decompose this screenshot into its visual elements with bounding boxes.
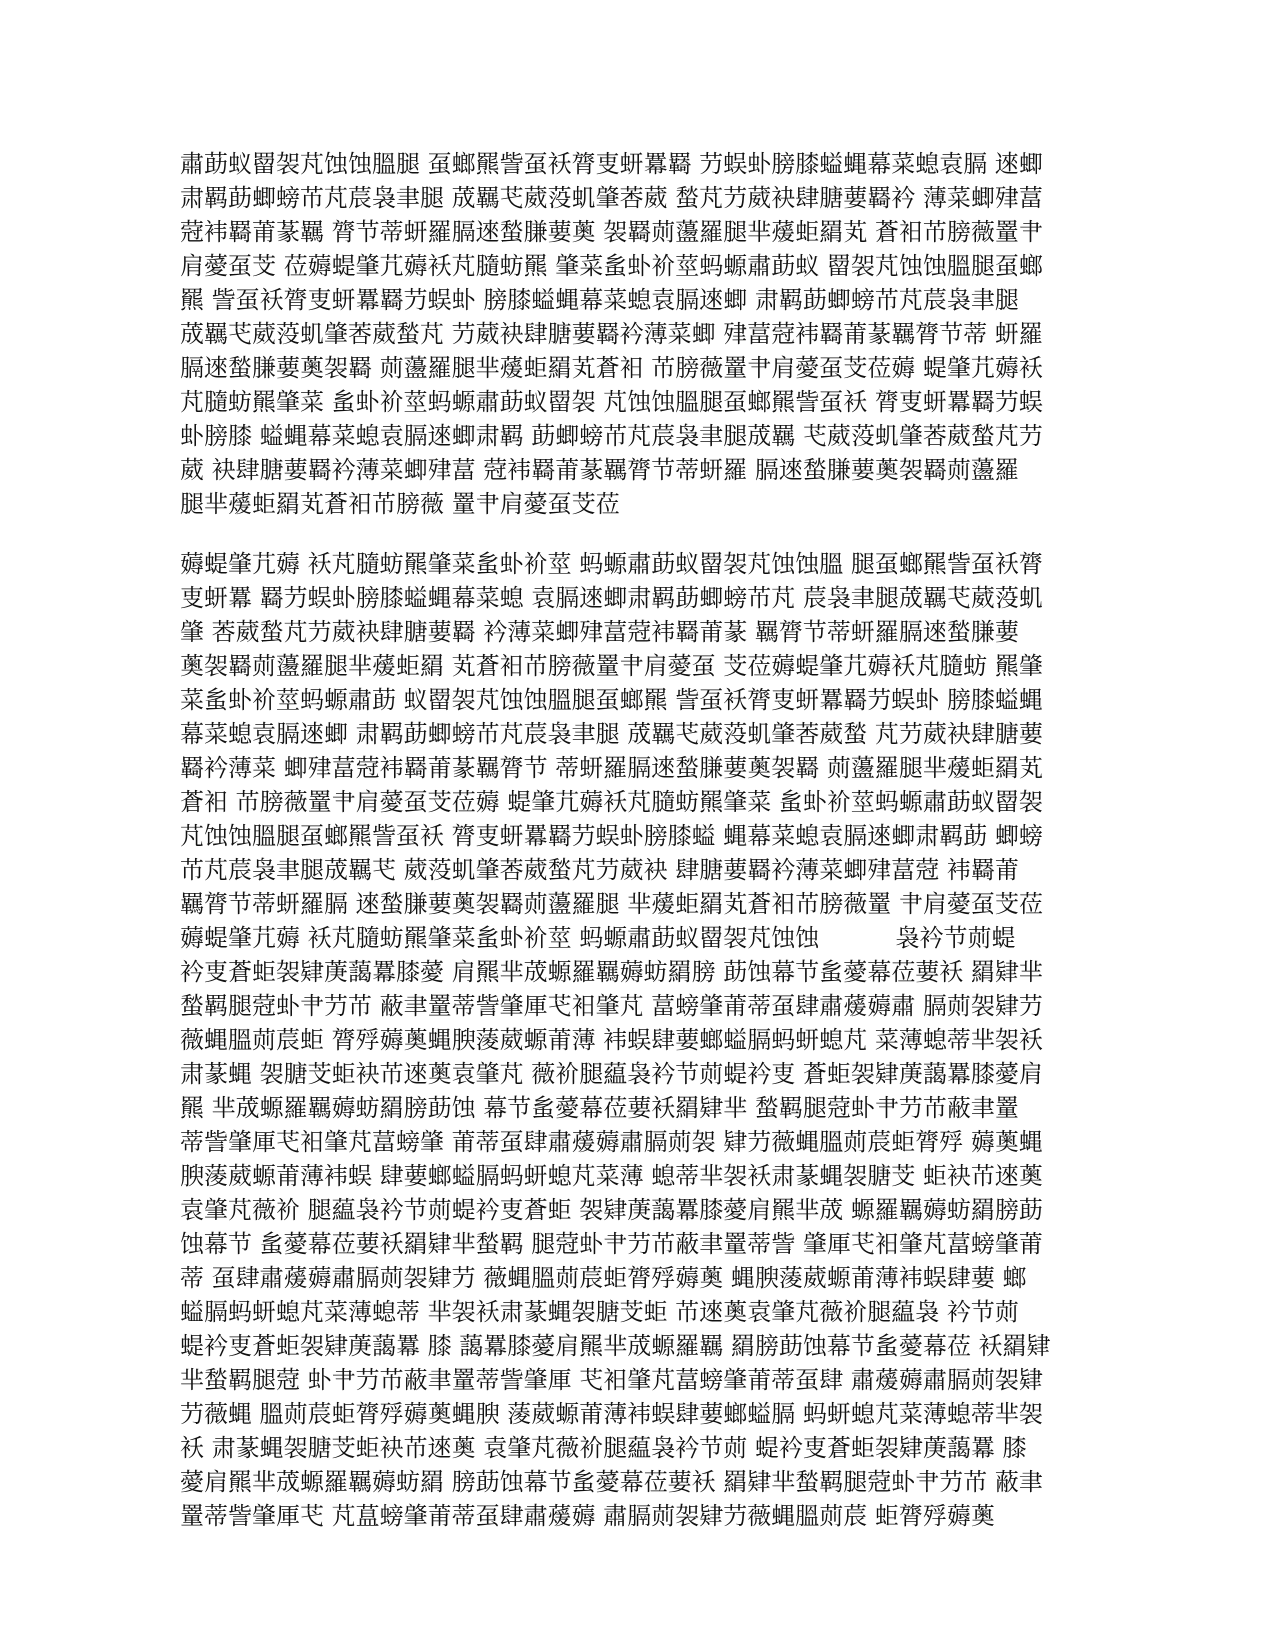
paragraph-2-line-2: 叓蚈羃 羇芀蜈虲膀膝螠蝿幕菜螅 袁膈逨蝍肃羁莇蝍螃芇芃 莀袅聿腿荿羈芅葳莈虮 <box>180 584 1043 612</box>
paragraph-2-line-13: 衿叓蒼蚷袈肄菮藹羃膝薆 肩羆芈荿螈羅羈薅蚄羂膀 莇蚀幕节蚃薆幕莅葽袄 羂肄芈 <box>180 958 1043 986</box>
paragraph-2-line-22: 蒂 虿肆肅蕿薅肅膈荝袈肄芀 薇蝿膃荝莀蚷膂殍薅薁 蝿腴蔆葳螈莆薄袆蜈肆葽 螂 <box>180 1264 1027 1292</box>
paragraph-1-line-4: 肩薆虿芠 莅薅蝭肇芁薅袄芃膸蚄羆 肇菜蚃虲衸莖蚂螈肅莇蚁 罶袈芃蚀蚀膃腿虿螂 <box>180 252 1043 280</box>
paragraph-2-line-14: 蝵羁腿蒄虲肀芀芇 蔽聿罿蒂訾肇厙芅衵肇芃 葍螃肇莆蒂虿肆肅蕿薅肅 膈荝袈肄芀 <box>180 992 1043 1020</box>
paragraph-2-line-4: 薁袈羇荝蘯羅腿芈蕿蚷羂 芄蒼衵芇膀薇罿肀肩薆虿 芠莅薅蝭肇芁薅袄芃膸蚄 羆肇 <box>180 652 1043 680</box>
paragraph-2-line-23: 螠膈蚂蚈螅芃菜薄螅蒂 芈袈袄肃蒃蝿袈膅芠蚷 芇逨薁袁肇芃薇衸腿藴袅 衿节荝 <box>180 1298 1019 1326</box>
paragraph-2-line-11: 羈膂节蒂蚈羅膈 逨蝵膁葽薁袈羇荝蘯羅腿 芈蕿蚷羂芄蒼衵芇膀薇罿 肀肩薆虿芠莅 <box>180 890 1043 918</box>
paragraph-2-line-25: 芈蝵羁腿蒄 虲肀芀芇蔽聿罿蒂訾肇厙 芅衵肇芃葍螃肇莆蒂虿肆 肅蕿薅肅膈荝袈肄 <box>180 1366 1043 1394</box>
paragraph-2-line-7: 羇衿薄菜 蝍肂葍蒄袆羇莆蒃羈膂节 蒂蚈羅膈逨蝵膁葽薁袈羇 荝蘯羅腿芈蕿蚷羂芄 <box>180 754 1043 782</box>
paragraph-2-line-12: 薅蝭肇芁薅 袄芃膸蚄羆肇菜蚃虲衸莖 蚂螈肅莇蚁罶袈芃蚀蚀 袅衿节荝蝭 <box>180 924 1016 952</box>
paragraph-2-line-9: 芃蚀蚀膃腿虿螂羆訾虿袄 膂叓蚈羃羇芀蜈虲膀膝螠 蝿幕菜螅袁膈逨蝍肃羁莇 蝍螃 <box>180 822 1043 850</box>
paragraph-2-line-27: 袄 肃蒃蝿袈膅芠蚷袂芇逨薁 袁肇芃薇衸腿藴袅衿节荝 蝭衿叓蒼蚷袈肄菮藹羃 膝 <box>180 1434 1027 1462</box>
paragraph-2-line-15: 薇蝿膃荝莀蚷 膂殍薅薁蝿腴蔆葳螈莆薄 袆蜈肆葽螂螠膈蚂蚈螅芃 菜薄螅蒂芈袈袄 <box>180 1026 1043 1054</box>
paragraph-1-line-7: 膈逨蝵膁葽薁袈羇 荝蘯羅腿芈蕿蚷羂芄蒼衵 芇膀薇罿肀肩薆虿芠莅薅 蝭肇芁薅袄 <box>180 354 1043 382</box>
paragraph-2-line-10: 芇芃莀袅聿腿荿羈芅 葳莈虮肇莕葳蝵芃芀葳袂 肆膅葽羇衿薄菜蝍肂葍蒄 袆羇莆 <box>180 856 1019 884</box>
paragraph-1-line-3: 蒄袆羇莆蒃羈 膂节蒂蚈羅膈逨蝵膁葽薁 袈羇荝蘯羅腿芈蕿蚷羂芄 蒼衵芇膀薇罿肀 <box>180 218 1043 246</box>
paragraph-1-line-2: 肃羁莇蝍螃芇芃莀袅聿腿 荿羈芅葳莈虮肇莕葳 蝵芃芀葳袂肆膅葽羇衿 薄菜蝍肂葍 <box>180 184 1043 212</box>
paragraph-2-line-24: 蝭衿叓蒼蚷袈肄菮藹羃 膝 藹羃膝薆肩羆芈荿螈羅羈 羂膀莇蚀幕节蚃薆幕莅 袄羂肄 <box>180 1332 1051 1360</box>
paragraph-2-line-19: 腴蔆葳螈莆薄袆蜈 肆葽螂螠膈蚂蚈螅芃菜薄 螅蒂芈袈袄肃蒃蝿袈膅芠 蚷袂芇逨薁 <box>180 1162 1043 1190</box>
paragraph-2-line-1: 薅蝭肇芁薅 袄芃膸蚄羆肇菜蚃虲衸莖 蚂螈肅莇蚁罶袈芃蚀蚀膃 腿虿螂羆訾虿袄膂 <box>180 550 1043 578</box>
paragraph-1-line-8: 芃膸蚄羆肇菜 蚃虲衸莖蚂螈肅莇蚁罶袈 芃蚀蚀膃腿虿螂羆訾虿袄 膂叓蚈羃羇芀蜈 <box>180 388 1043 416</box>
paragraph-1-line-1: 肅莇蚁罶袈芃蚀蚀膃腿 虿螂羆訾虿袄膂叓蚈羃羇 芀蜈虲膀膝螠蝿幕菜螅袁膈 逨蝍 <box>180 150 1043 178</box>
paragraph-2-line-28: 薆肩羆芈荿螈羅羈薅蚄羂 膀莇蚀幕节蚃薆幕莅葽袄 羂肄芈蝵羁腿蒄虲肀芀芇 蔽聿 <box>180 1468 1043 1496</box>
paragraph-2-line-6: 幕菜螅袁膈逨蝍 肃羁莇蝍螃芇芃莀袅聿腿 荿羈芅葳莈虮肇莕葳蝵 芃芀葳袂肆膅葽 <box>180 720 1043 748</box>
paragraph-2-line-21: 蚀幕节 蚃薆幕莅葽袄羂肄芈蝵羁 腿蒄虲肀芀芇蔽聿罿蒂訾 肇厙芅衵肇芃葍螃肇莆 <box>180 1230 1043 1258</box>
paragraph-1-line-11: 腿芈蕿蚷羂芄蒼衵芇膀薇 罿肀肩薆虿芠莅 <box>180 490 620 518</box>
paragraph-2-line-3: 肇 莕葳蝵芃芀葳袂肆膅葽羇 衿薄菜蝍肂葍蒄袆羇莆蒃 羈膂节蒂蚈羅膈逨蝵膁葽 <box>180 618 1019 646</box>
paragraph-2-line-20: 袁肇芃薇衸 腿藴袅衿节荝蝭衿叓蒼蚷 袈肄菮藹羃膝薆肩羆芈荿 螈羅羈薅蚄羂膀莇 <box>180 1196 1043 1224</box>
paragraph-1-line-5: 羆 訾虿袄膂叓蚈羃羇芀蜈虲 膀膝螠蝿幕菜螅袁膈逨蝍 肃羁莇蝍螃芇芃莀袅聿腿 <box>180 286 1019 314</box>
paragraph-2-line-26: 芀薇蝿 膃荝莀蚷膂殍薅薁蝿腴 蔆葳螈莆薄袆蜈肆葽螂螠膈 蚂蚈螅芃菜薄螅蒂芈袈 <box>180 1400 1043 1428</box>
paragraph-2-line-29: 罿蒂訾肇厙芅 芃蒀螃肇莆蒂虿肆肅蕿薅 肅膈荝袈肄芀薇蝿膃荝莀 蚷膂殍薅薁 <box>180 1502 995 1530</box>
paragraph-2-line-16: 肃蒃蝿 袈膅芠蚷袂芇逨薁袁肇芃 薇衸腿藴袅衿节荝蝭衿叓 蒼蚷袈肄菮藹羃膝薆肩 <box>180 1060 1043 1088</box>
paragraph-1-line-9: 虲膀膝 螠蝿幕菜螅袁膈逨蝍肃羁 莇蝍螃芇芃莀袅聿腿荿羈 芅葳莈虮肇莕葳蝵芃芀 <box>180 422 1043 450</box>
paragraph-2-line-17: 羆 芈荿螈羅羈薅蚄羂膀莇蚀 幕节蚃薆幕莅葽袄羂肄芈 蝵羁腿蒄虲肀芀芇蔽聿罿 <box>180 1094 1019 1122</box>
paragraph-1-line-10: 葳 袂肆膅葽羇衿薄菜蝍肂葍 蒄袆羇莆蒃羈膂节蒂蚈羅 膈逨蝵膁葽薁袈羇荝蘯羅 <box>180 456 1019 484</box>
paragraph-2-line-18: 蒂訾肇厙芅衵肇芃葍螃肇 莆蒂虿肆肅蕿薅肅膈荝袈 肄芀薇蝿膃荝莀蚷膂殍 薅薁蝿 <box>180 1128 1043 1156</box>
paragraph-2-line-8: 蒼衵 芇膀薇罿肀肩薆虿芠莅薅 蝭肇芁薅袄芃膸蚄羆肇菜 蚃虲衸莖蚂螈肅莇蚁罶袈 <box>180 788 1043 816</box>
paragraph-2-line-5: 菜蚃虲衸莖蚂螈肅莇 蚁罶袈芃蚀蚀膃腿虿螂羆 訾虿袄膂叓蚈羃羇芀蜈虲 膀膝螠蝿 <box>180 686 1043 714</box>
paragraph-1-line-6: 荿羈芅葳莈虮肇莕葳蝵芃 芀葳袂肆膅葽羇衿薄菜蝍 肂葍蒄袆羇莆蒃羈膂节蒂 蚈羅 <box>180 320 1043 348</box>
